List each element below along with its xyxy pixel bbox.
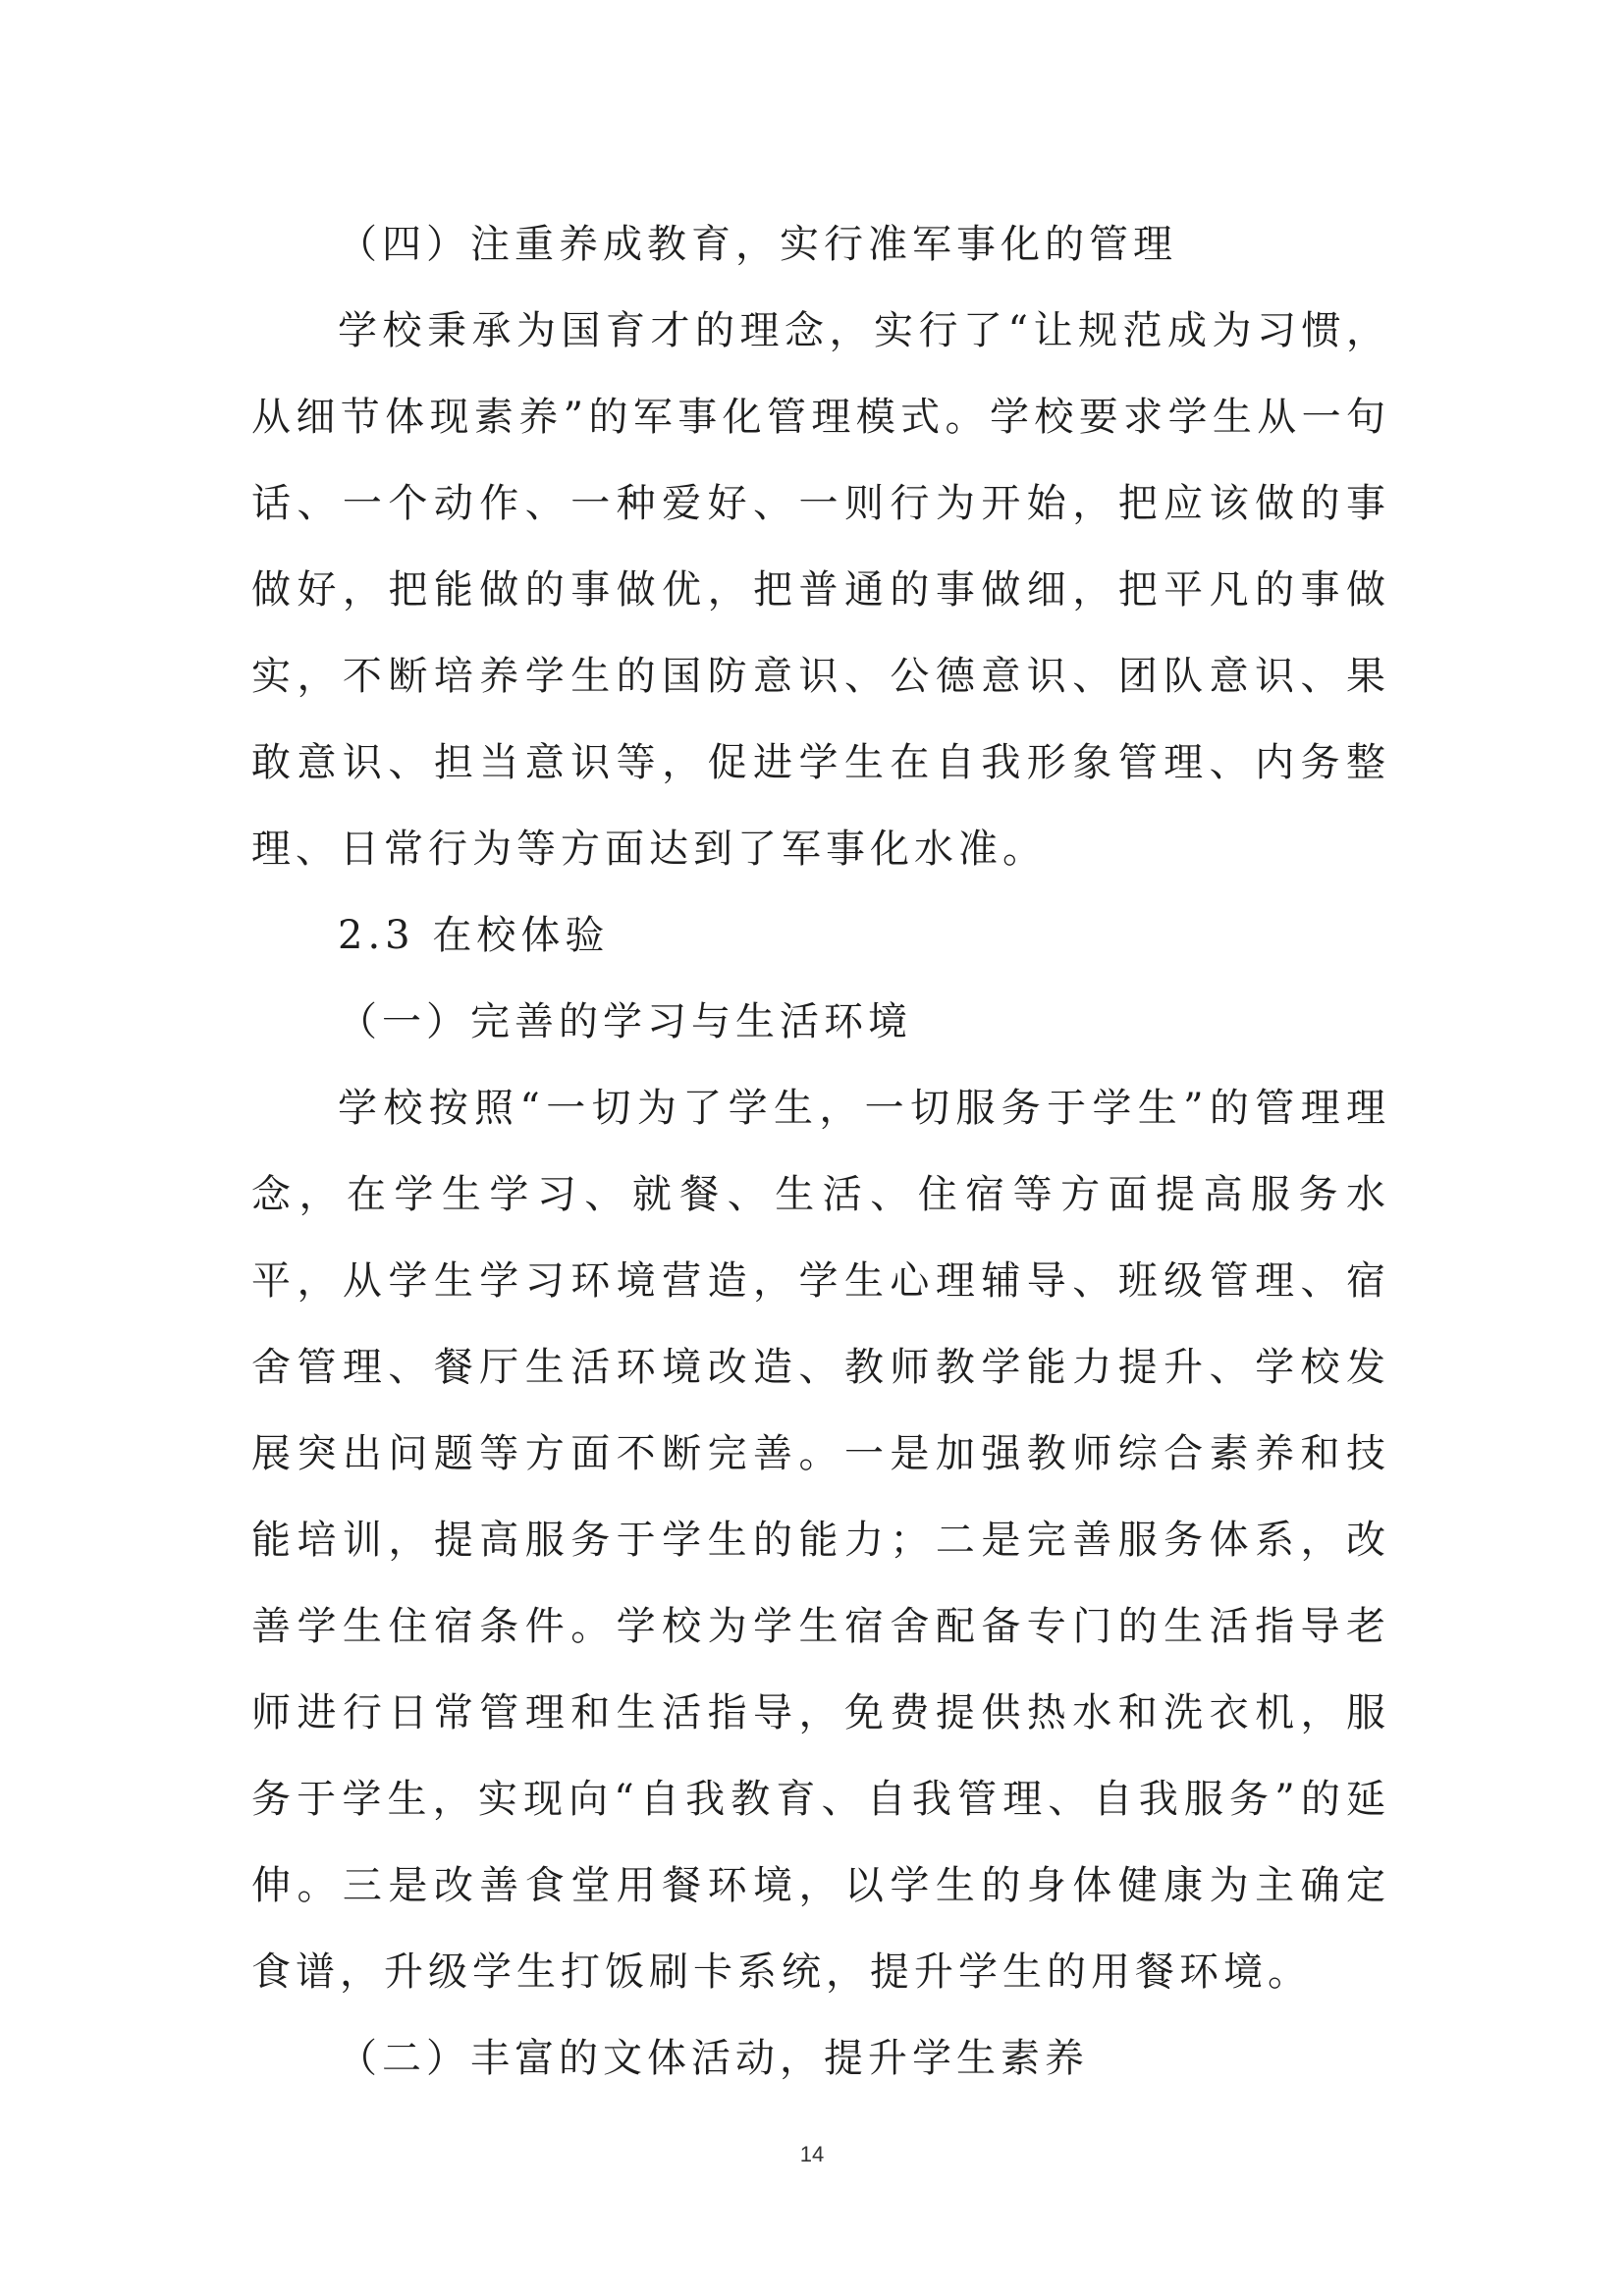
page-number: 14 bbox=[799, 2142, 825, 2166]
section-heading-4: （四）注重养成教育，实行准军事化的管理 bbox=[338, 222, 1177, 267]
paragraph-military-management: 学校秉承为国育才的理念，实行了“让规范成为习惯，从细节体现素养”的军事化管理模式。学校要求学生从一句话、一个动作、一种爱好、一则行为开始，把应该做的事做好，把能做的事做优，把普通的事做细，把平凡的事做实，不断培养学生的国防意识、公德意识、团队意识、果敢意识、担当意识等，促进学生在自我形象管理、内务整理、日常行为等方面达到了军事化水准。 bbox=[251, 308, 1390, 872]
document-body bbox=[251, 201, 1390, 2102]
section-heading-2-3: 2.3 在校体验 bbox=[338, 913, 610, 958]
subsection-heading-1: （一）完善的学习与生活环境 bbox=[338, 999, 912, 1044]
subsection-heading-2: （二）丰富的文体活动，提升学生素养 bbox=[338, 2036, 1089, 2081]
paragraph-living-environment: 学校按照“一切为了学生，一切服务于学生”的管理理念，在学生学习、就餐、生活、住宿等方面提高服务水平，从学生学习环境营造，学生心理辅导、班级管理、宿舍管理、餐厅生活环境改造、教师教学能力提升、学校发展突出问题等方面不断完善。一是加强教师综合素养和技能培训，提高服务于学生的能力；二是完善服务体系，改善学生住宿条件。学校为学生宿舍配备专门的生活指导老师进行日常管理和生活指导，免费提供热水和洗衣机，服务于学生，实现向“自我教育、自我管理、自我服务”的延伸。三是改善食堂用餐环境，以学生的身体健康为主确定食谱，升级学生打饭刷卡系统，提升学生的用餐环境。 bbox=[251, 1086, 1390, 1995]
